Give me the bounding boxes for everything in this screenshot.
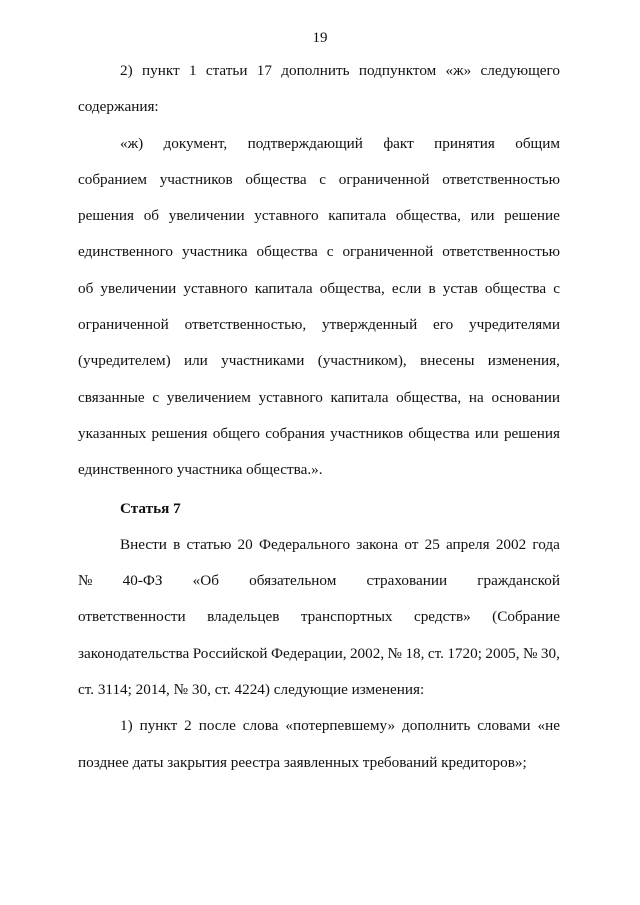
- word: в: [428, 279, 436, 297]
- text-line: [78, 162, 560, 198]
- text-line: [78, 307, 560, 343]
- word: 2005,: [485, 644, 520, 662]
- word: «ж): [120, 134, 144, 152]
- word: ответственностью: [442, 170, 560, 188]
- word: решения: [503, 424, 560, 442]
- word: 2): [120, 62, 133, 79]
- text-line: [78, 380, 560, 416]
- word: принятия: [434, 134, 495, 152]
- text-line: [78, 416, 560, 452]
- word: или: [470, 207, 495, 225]
- word: 2002: [495, 535, 527, 553]
- word: участника: [182, 243, 248, 261]
- word: №: [387, 644, 403, 662]
- word: пункт: [139, 717, 178, 735]
- word: страховании: [366, 572, 448, 590]
- word: словами: [477, 717, 531, 735]
- word: общества: [484, 279, 547, 297]
- word: 40-ФЗ: [122, 572, 163, 590]
- word: или: [183, 352, 208, 370]
- word: Внести: [120, 535, 167, 553]
- word: законодательства: [78, 644, 190, 662]
- word: (участником),: [317, 352, 407, 370]
- word: общества,: [396, 388, 462, 406]
- word: общества,: [319, 279, 385, 297]
- word: на: [468, 388, 484, 406]
- word: 17: [256, 62, 272, 79]
- word: участников: [159, 170, 233, 188]
- word: капитала: [330, 388, 389, 406]
- word: 1): [120, 717, 133, 735]
- word: общества,: [395, 207, 461, 225]
- word: устав: [442, 279, 478, 297]
- word: связанные: [78, 388, 145, 406]
- word: дополнить: [281, 62, 350, 79]
- text-line: позднее даты закрытия реестра заявленных требований кредиторов»;: [78, 753, 527, 771]
- text-line: [78, 271, 560, 307]
- word: решения: [151, 424, 208, 442]
- word: капитала: [254, 279, 313, 297]
- word: после: [198, 717, 236, 735]
- word: Федерации,: [270, 644, 347, 662]
- document-body: [78, 53, 560, 781]
- word: средств»: [413, 608, 471, 626]
- word: общества: [256, 243, 318, 261]
- word: документ,: [163, 134, 228, 152]
- word: Федерального: [258, 535, 351, 553]
- word: об: [143, 207, 160, 225]
- word: пункт: [141, 62, 180, 79]
- text-line: [78, 708, 560, 744]
- word: «ж»: [445, 62, 472, 79]
- text-line: единственного участника общества.».: [78, 461, 323, 479]
- word: собрания: [265, 424, 325, 442]
- word: 20: [237, 535, 253, 553]
- word: капитала: [328, 207, 387, 225]
- word: статью: [186, 535, 232, 553]
- word: (учредителем): [78, 352, 171, 370]
- word: ответственности: [78, 608, 186, 626]
- word: обязательном: [249, 572, 337, 590]
- word: 1720;: [447, 644, 482, 662]
- word: внесены: [420, 352, 475, 370]
- word: подтверждающий: [247, 134, 363, 152]
- text-line: [78, 198, 560, 234]
- word: слова: [242, 717, 279, 735]
- word: ограниченной: [338, 170, 430, 188]
- word: уставного: [254, 207, 319, 225]
- word: ограниченной: [342, 243, 434, 261]
- text-line: содержания:: [78, 98, 159, 116]
- word: «не: [537, 717, 560, 735]
- word: 18,: [405, 644, 425, 662]
- word: 1: [188, 62, 197, 79]
- word: его: [433, 316, 454, 334]
- word: 2: [184, 717, 192, 735]
- text-line: [78, 599, 560, 635]
- text-line: [78, 343, 560, 379]
- word: гражданской: [477, 572, 560, 590]
- word: или: [474, 424, 499, 442]
- word: указанных: [78, 424, 147, 442]
- text-line: [78, 527, 560, 563]
- word: ограниченной: [78, 316, 169, 334]
- word: от: [404, 535, 419, 553]
- word: ответственностью: [442, 243, 560, 261]
- word: если: [391, 279, 422, 297]
- word: решение: [504, 207, 560, 225]
- word: 2002,: [349, 644, 385, 662]
- article-heading: Статья 7: [120, 499, 181, 517]
- word: «Об: [192, 572, 219, 590]
- word: об: [78, 279, 94, 297]
- word: собранием: [78, 170, 148, 188]
- word: решения: [78, 207, 135, 225]
- word: с: [319, 170, 327, 188]
- word: основании: [491, 388, 560, 406]
- text-line: ст. 3114; 2014, № 30, ст. 4224) следующие изменения:: [78, 681, 425, 699]
- word: общим: [515, 134, 560, 152]
- text-line: [78, 126, 560, 162]
- word: единственного: [78, 243, 174, 261]
- word: увеличением: [166, 388, 251, 406]
- word: увеличении: [168, 207, 245, 225]
- word: утвержденный: [322, 316, 418, 334]
- word: подпунктом: [358, 62, 437, 79]
- word: закона: [356, 535, 399, 553]
- word: участниками: [221, 352, 305, 370]
- word: 25: [424, 535, 440, 553]
- word: факт: [383, 134, 414, 152]
- word: апреля: [446, 535, 490, 553]
- word: с: [152, 388, 160, 406]
- page-number: 19: [312, 30, 328, 46]
- word: года: [532, 535, 560, 553]
- word: с: [553, 279, 560, 297]
- word: следующего: [480, 62, 560, 79]
- word: участников: [330, 424, 404, 442]
- word: учредителями: [469, 316, 560, 334]
- word: ст.: [427, 644, 444, 662]
- word: изменения,: [487, 352, 560, 370]
- word: общества: [408, 424, 470, 442]
- word: №: [522, 644, 538, 662]
- word: (Собрание: [492, 608, 560, 626]
- word: общества: [245, 170, 307, 188]
- word: уставного: [183, 279, 248, 297]
- word: владельцев: [207, 608, 280, 626]
- word: ответственностью,: [184, 316, 307, 334]
- word: увеличении: [100, 279, 177, 297]
- text-line: [78, 53, 560, 89]
- word: общего: [212, 424, 260, 442]
- word: транспортных: [300, 608, 393, 626]
- text-line: [78, 563, 560, 599]
- word: №: [78, 572, 93, 590]
- word: уставного: [258, 388, 323, 406]
- word: дополнить: [402, 717, 471, 735]
- word: в: [173, 535, 181, 553]
- word: «потерпевшему»: [285, 717, 396, 735]
- word: с: [326, 243, 334, 261]
- word: Российской: [192, 644, 268, 662]
- word: 30,: [540, 644, 560, 662]
- word: статьи: [205, 62, 248, 79]
- text-line: [78, 234, 560, 270]
- text-line: [78, 636, 560, 672]
